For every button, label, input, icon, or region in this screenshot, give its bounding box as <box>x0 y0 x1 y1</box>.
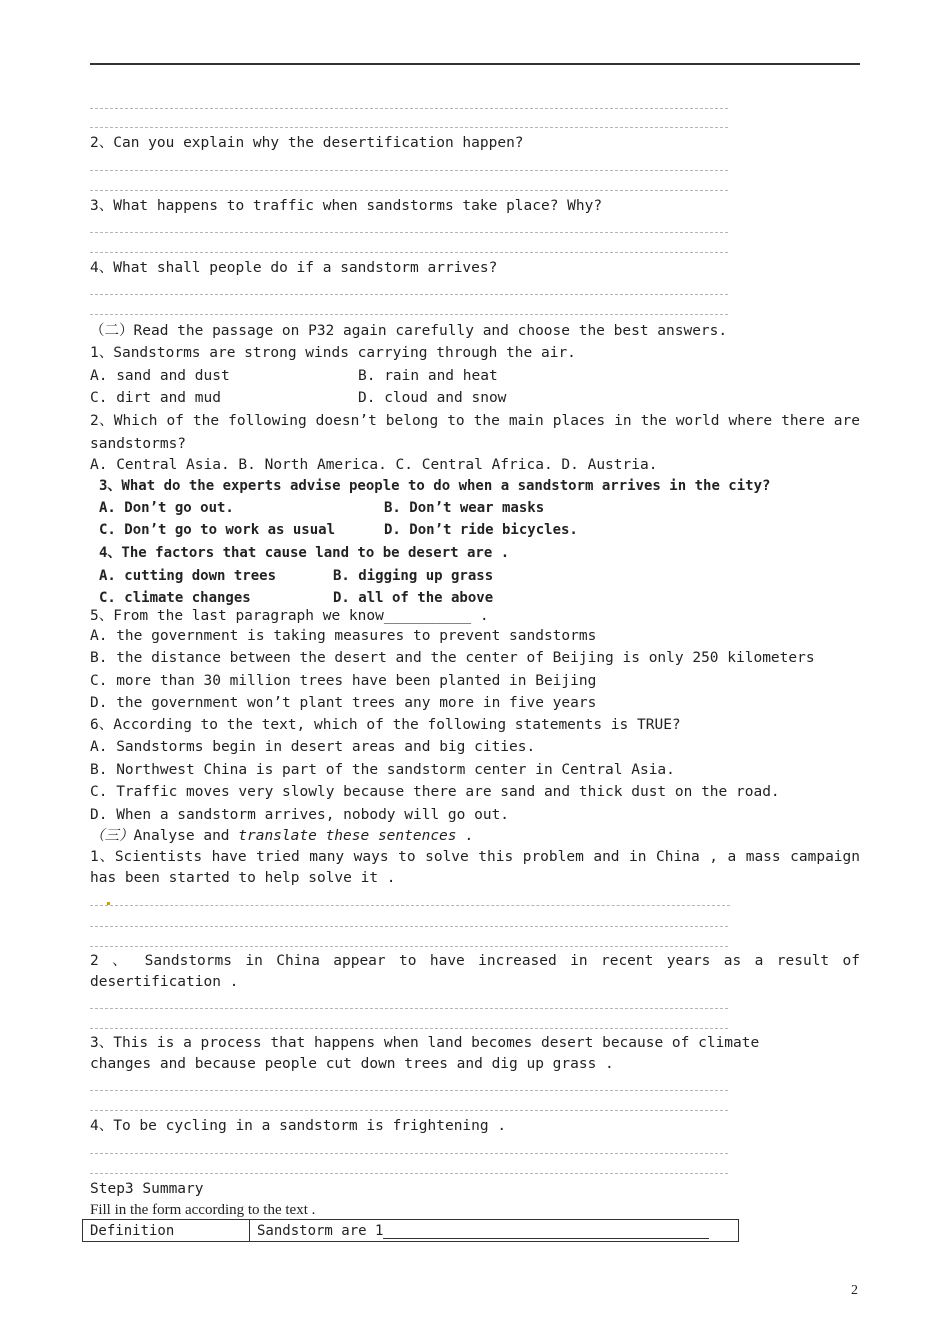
section-3-number: （三） <box>90 828 134 844</box>
page-number: 2 <box>851 1283 858 1298</box>
question-2: 2、Can you explain why the desertification happen? <box>90 135 524 151</box>
section-3-title-a: Analyse and <box>133 828 239 844</box>
answer-line <box>90 294 728 295</box>
option-c: C. Don’t go to work as usual <box>99 522 336 538</box>
section-3-heading <box>90 826 474 846</box>
option-a: A. Sandstorms begin in desert areas and big cities. <box>90 739 536 755</box>
option-c: C. more than 30 million trees have been planted in Beijing <box>90 673 597 689</box>
definition-text: Sandstorm are 1 <box>257 1222 384 1239</box>
mc-question-6: 6、According to the text, which of the following statements is TRUE? <box>90 717 681 733</box>
option-a: A. Don’t go out. <box>99 500 234 516</box>
summary-table <box>82 1219 739 1242</box>
option-c: C. climate changes <box>99 590 251 606</box>
answer-line <box>90 232 728 233</box>
mc-question-5: 5、From the last paragraph we know__________ . <box>90 608 489 624</box>
answer-line <box>90 108 728 109</box>
section-2-heading: （二）Read the passage on P32 again carefully and choose the best answers. <box>90 323 728 339</box>
section-3-title-b: translate these sentences . <box>238 828 474 844</box>
sentence-3a: 3、This is a process that happens when land becomes desert because of climate <box>90 1035 760 1051</box>
option-d: D. When a sandstorm arrives, nobody will go out. <box>90 807 510 823</box>
question-4: 4、What shall people do if a sandstorm arrives? <box>90 260 498 276</box>
option-d: D. Don’t ride bicycles. <box>384 522 578 538</box>
option-c: C. dirt and mud <box>90 390 221 406</box>
answer-line <box>90 946 728 947</box>
sentence-4: 4、To be cycling in a sandstorm is frightening . <box>90 1118 507 1134</box>
sentence-2: 2 、 Sandstorms in China appear to have increased in recent years as a result of desertification . <box>90 953 860 990</box>
answer-line <box>90 170 728 171</box>
option-b: B. digging up grass <box>333 568 494 584</box>
sentence-3b: changes and because people cut down trees and dig up grass . <box>90 1056 614 1072</box>
option-b: B. the distance between the desert and the center of Beijing is only 250 kilometers <box>90 650 815 666</box>
answer-line <box>90 127 728 128</box>
header-rule <box>90 63 860 65</box>
answer-line <box>90 926 728 927</box>
sentence-1: 1、Scientists have tried many ways to solve this problem and in China , a mass campaign has been started to help solve it . <box>90 849 860 886</box>
definition-cell <box>250 1220 739 1242</box>
answer-line <box>90 1173 728 1174</box>
answer-line <box>90 190 728 191</box>
definition-label: Definition <box>83 1220 250 1242</box>
answer-line <box>90 1028 728 1029</box>
option-d: D. the government won’t plant trees any more in five years <box>90 695 597 711</box>
option-b: B. Northwest China is part of the sandstorm center in Central Asia. <box>90 762 675 778</box>
mc-question-1: 1、Sandstorms are strong winds carrying through the air. <box>90 345 576 361</box>
mc-question-3: 3、What do the experts advise people to do when a sandstorm arrives in the city? <box>99 478 771 494</box>
answer-line <box>90 1090 728 1091</box>
option-d: D. cloud and snow <box>358 390 507 406</box>
answer-line <box>90 314 728 315</box>
answer-line <box>90 1153 728 1154</box>
option-c: C. Traffic moves very slowly because there are sand and thick dust on the road. <box>90 784 780 800</box>
option-b: B. Don’t wear masks <box>384 500 545 516</box>
summary-instruction: Fill in the form according to the text . <box>90 1202 316 1218</box>
option-d: D. all of the above <box>333 590 494 606</box>
mc-question-2: 2、Which of the following doesn’t belong to the main places in the world where there are sandstorms? <box>90 413 860 452</box>
table-row <box>83 1220 739 1242</box>
question-3: 3、What happens to traffic when sandstorms take place? Why? <box>90 198 603 214</box>
option-a: A. the government is taking measures to prevent sandstorms <box>90 628 597 644</box>
option-a: A. sand and dust <box>90 368 230 384</box>
answer-line <box>90 1008 728 1009</box>
step-heading: Step3 Summary <box>90 1181 204 1197</box>
mc-question-2-options: A. Central Asia. B. North America. C. Central Africa. D. Austria. <box>90 457 658 473</box>
option-a: A. cutting down trees <box>99 568 277 584</box>
fill-blank[interactable] <box>383 1224 709 1239</box>
answer-line <box>90 905 730 906</box>
mc-question-4: 4、The factors that cause land to be desert are . <box>99 545 510 561</box>
answer-line <box>90 252 728 253</box>
answer-line <box>90 1110 728 1111</box>
option-b: B. rain and heat <box>358 368 498 384</box>
